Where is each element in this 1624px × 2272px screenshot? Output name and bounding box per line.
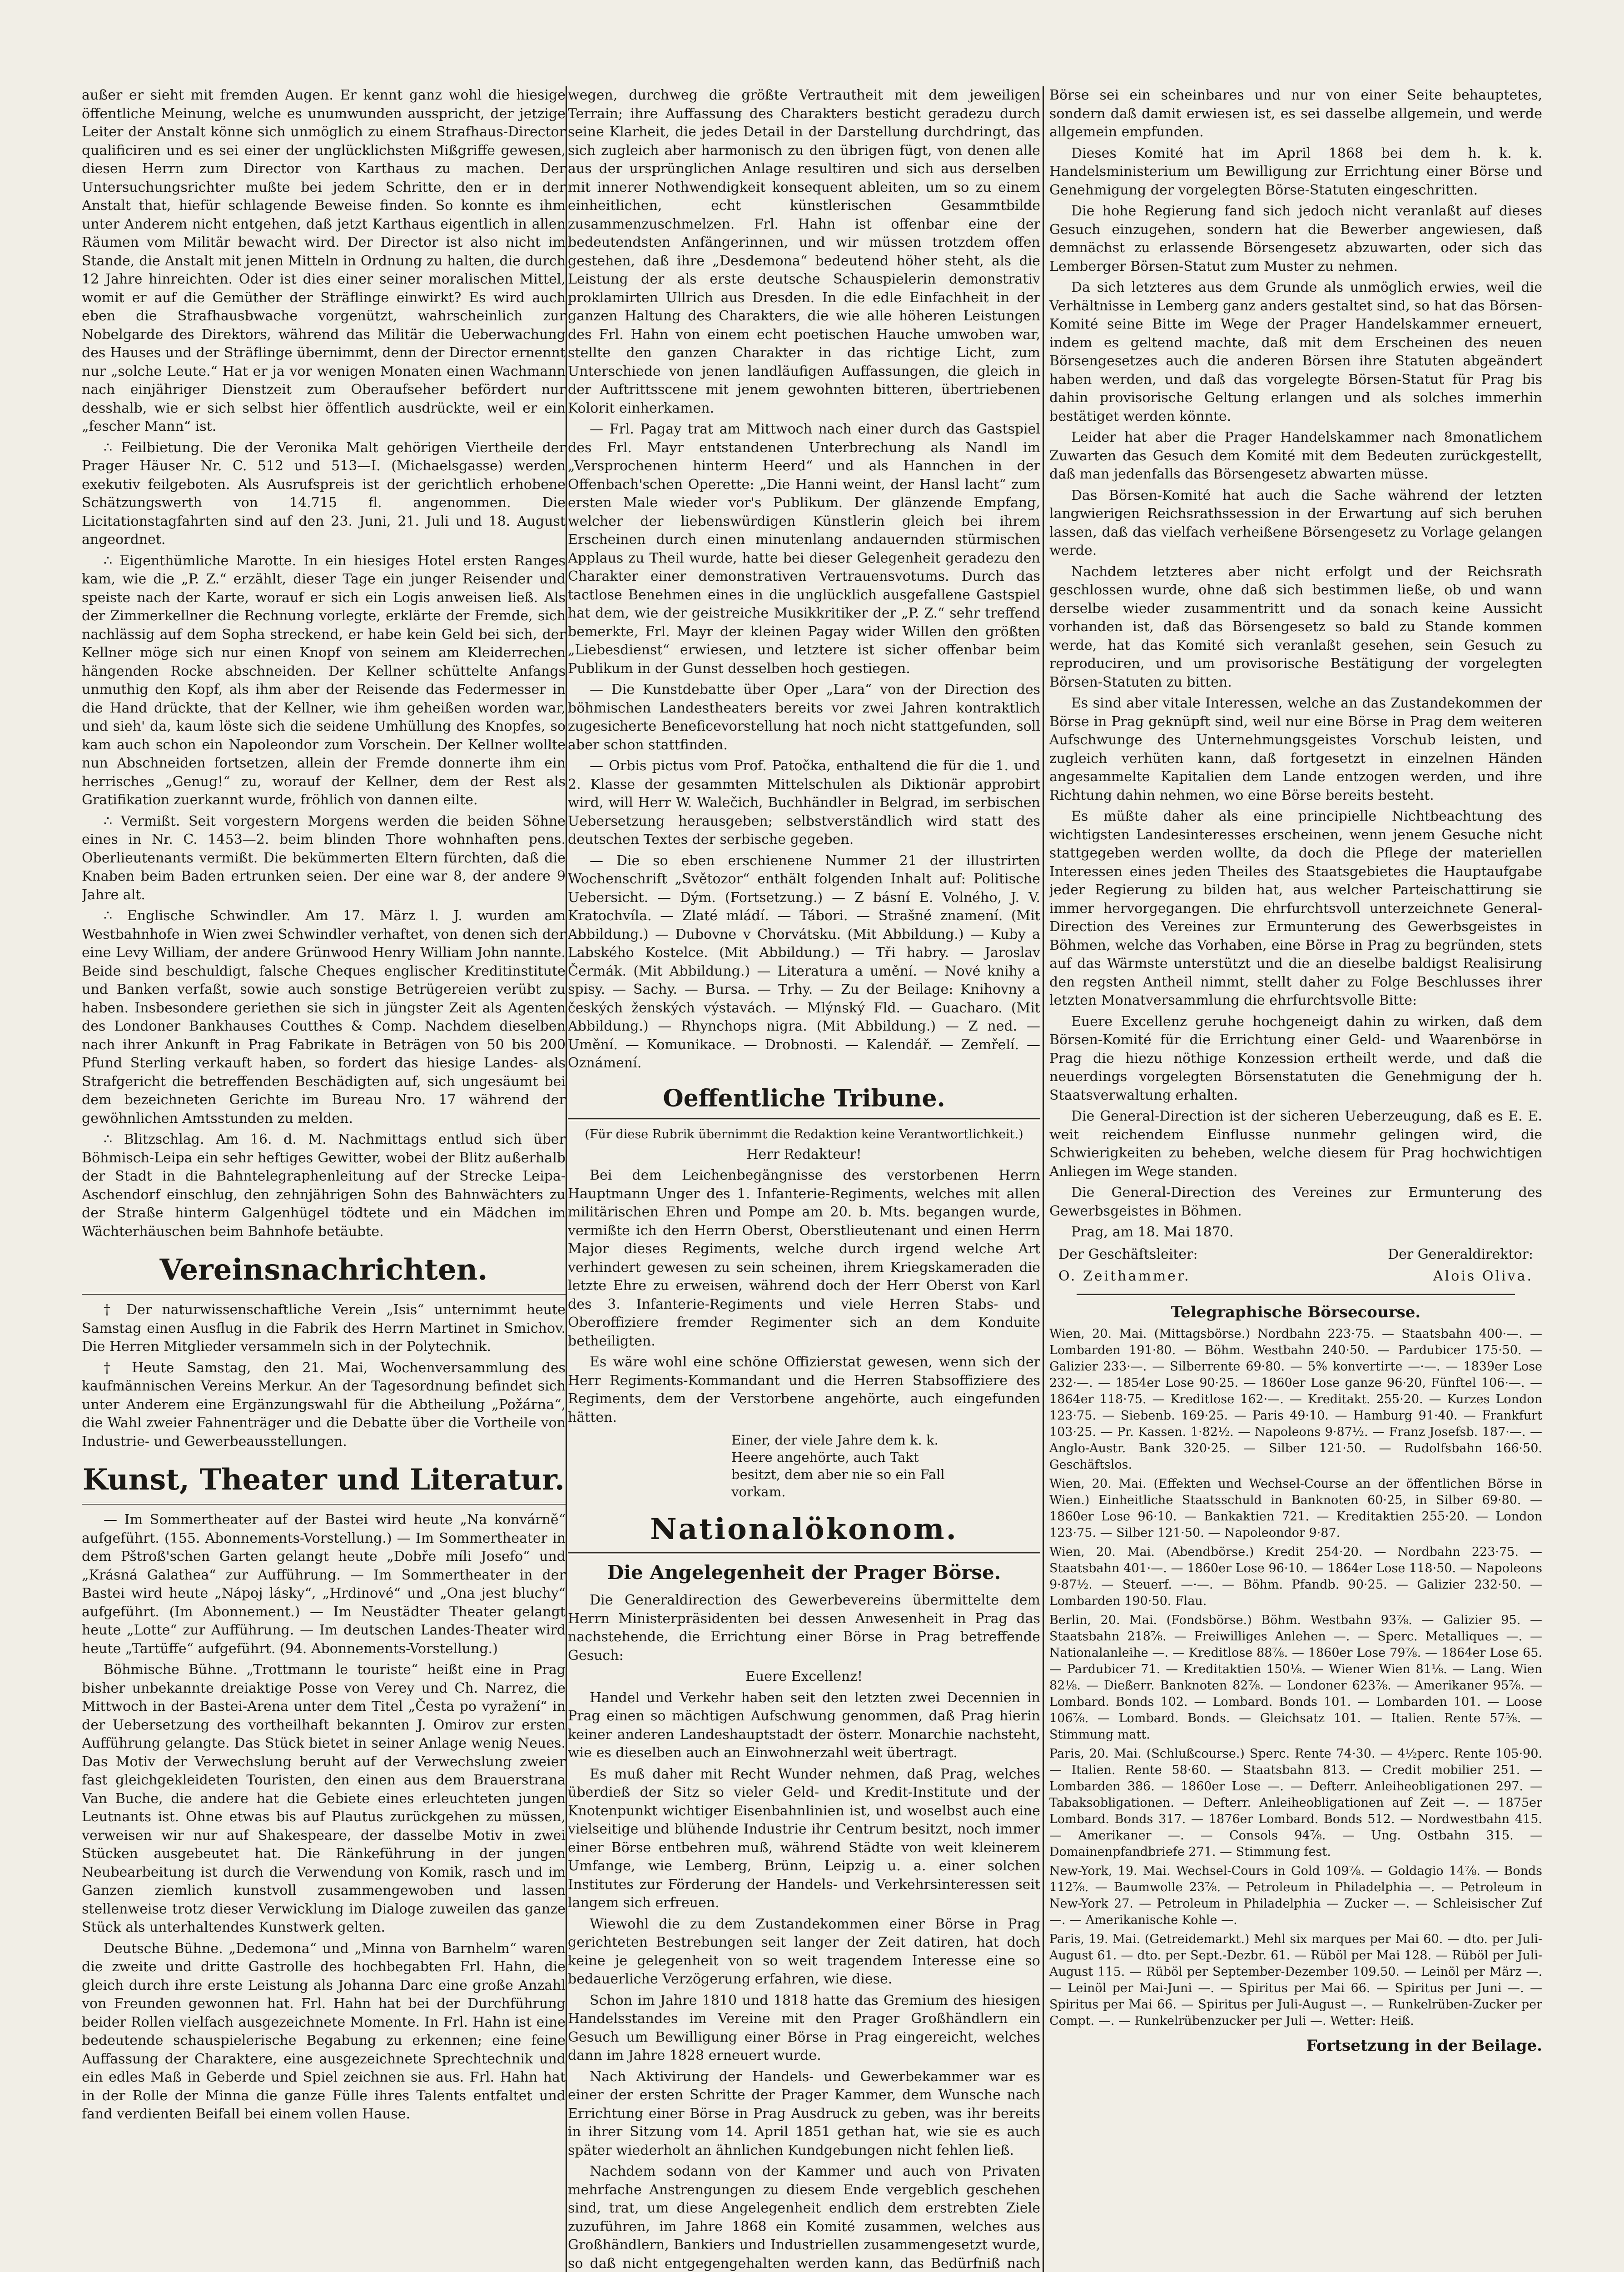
letter-salutation: Euere Excellenz! (745, 1669, 863, 1684)
periodical-notice: — Die so eben erschienene Nummer 21 der illustrirten Wochenschrift „Světozor“ enthält folgenden Inhalt auf: Politische Uebersicht. — Dým. (Fortsetzung.) — Z básní E. Volného, J. V. Kratochvíla. — Zlaté mládí. — Tábori. — Strašné znamení. (Mit Abbildung.) — Dubovne v Chorvátsku. (Mit Abbildung.) — Kuby a Labského Kostelce. (Mit Abbildung.) — Tři habry. — Jaroslav Čermák. (Mit Abbildung.) — Literatura a umění. — Nové knihy a spisy. — Sachy. — Bursa. — Trhy. — Zu der Beilage: Knihovny a českých ženských výstavách. — Mlýnský Fld. — Guacharo. (Mit Abbildung.) — Rhynchops nigra. (Mit Abbildung.) — Z ned. — Umění. — Komunikace. — Drobnosti. — Kalendář. — Zemřelí. — Oznámení. (568, 852, 1040, 1071)
column-left (82, 86, 566, 2272)
article-paragraph: Nachdem sodann von der Kammer und auch von Privaten mehrfache Anstrengungen zu diesem Ende vergeblich geschehen sind, trat, um diese Angelegenheit endlich dem erstrebten Ziele zuzuführen, im Jahre 1868 ein Komité zusammen, welches aus Großhändlern, Bankiers und Industriellen zusammengesetzt wurde, so daß nicht entgegengehalten werden kann, das Bedürfniß nach (568, 2163, 1040, 2272)
letter-salutation: Herr Redakteur! (746, 1146, 862, 1162)
column-right (1049, 86, 1542, 2272)
section-heading-boersecourse: Telegraphische Börsecourse. (1171, 1303, 1421, 1321)
article-paragraph: Dieses Komité hat im April 1868 bei dem h. k. k. Handelsministerium um Bewilligung zur Errichtung einer Börse und Genehmigung der vorgelegten Börse-Statuten eingeschritten. (1049, 145, 1542, 198)
letter-signature: Einer, der viele Jahre dem k. k. Heere angehörte, auch Takt besitzt, dem aber nie so ein Fall vorkam. (731, 1432, 945, 1500)
signature-row (1058, 1246, 1533, 1264)
article-paragraph: Die hohe Regierung fand sich jedoch nicht veranlaßt auf dieses Gesuch einzugehen, sondern hat die Bewerber angewiesen, daß demnächst zu erlassende Börsengesetz abzuwarten, oder sich das Lemberger Börsen-Statut zum Muster zu nehmen. (1049, 203, 1542, 274)
news-item-marotte: ∴ Eigenthümliche Marotte. In ein hiesiges Hotel ersten Ranges kam, wie die „P. Z.“ erzählt, dieser Tage ein junger Reisender und speiste nach der Karte, worauf er sich ein Logis anweisen ließ. Als der Zimmerkellner die Rechnung vorlegte, erklärte der Fremde, sich nachlässig auf dem Sopha streckend, er habe kein Geld bei sich, der Kellner möge sich nur einen Knopf von seinem am Kleiderrechen hängenden Rocke abschneiden. Der Kellner schüttelte Anfangs unmuthig den Kopf, als ihm aber der Reisende das Federmesser in die Hand drückte, that der Kellner, wie ihm geheißen worden war, und sieh' da, kaum löste sich die seidene Umhüllung des Knopfes, so kam auch schon ein Napoleondor zum Vorschein. Der Kellner wollte nun Abschneiden fortsetzen, allein der Fremde donnerte ihm ein herrisches „Genug!“ zu, worauf der Kellner, dem der Rest als Gratifikation zuerkannt wurde, fröhlich von dannen eilte. (82, 553, 566, 808)
market-report-wien-evening: Wien, 20. Mai. (Abendbörse.) Kredit 254·20. — Nordbahn 223·75. — Staatsbahn 401·—. — 1860er Lose 96·10. — 1864er Lose 118·50. — Napoleons 9·87½. — Steuerf. —·—. — Böhm. Pfandb. 90·25. — Galizier 232·50. — Lombarden 190·50. Flau. (1049, 1545, 1542, 1608)
article-paragraph: Es müßte daher als eine principielle Nichtbeachtung des wichtigsten Landesinteresses erscheinen, wenn jenem Gesuche nicht stattgegeben werden wollte, da doch die Pflege der materiellen Interessen eines jeden Theiles des Staatsgebietes die Hauptaufgabe jeder Regierung zu bilden hat, aus welcher Parteischattirung sie immer hervorgegangen. Die ehrfurchtsvoll unterzeichnete General-Direction des Vereines zur Ermunterung des Gewerbsgeistes in Böhmen, welche das Vorhaben, eine Börse in Prag zu begründen, stets auf das Wärmste unterstützt und die an dieselbe baldigst Realisirung den regsten Antheil nimmt, stellt daher zu Folge Beschlusses ihrer letzten Monatversammlung die ehrfurchtsvolle Bitte: (1049, 808, 1542, 1008)
signature-right-title: Der Generaldirektor: (1388, 1246, 1533, 1262)
market-report-newyork: New-York, 19. Mai. Wechsel-Cours in Gold 109⅞. — Goldagio 14⅞. — Bonds 112⅞. — Baumwolle 23⅞. — Petroleum in Philadelphia —. — Petroleum in New-York 27. — Petroleum in Philadelphia — Zucker —. — Schleisischer Zuf —. — Amerikanische Kohle —. (1049, 1863, 1542, 1927)
market-report-paris-grain: Paris, 19. Mai. (Getreidemarkt.) Mehl six marques per Mai 60. — dto. per Juli-August 61. — dto. per Sept.-Dezbr. 61. — Rüböl per Mai 128. — Rüböl per Juli-August 115. — Rüböl per September-Dezember 109.50. — Leinöl per März —. — Leinöl per Mai-Juni —. — Spiritus per Mai 66. — Spiritus per Juni —. — Spiritus per Mai 66. — Spiritus per Juli-August —. — Runkelrüben-Zucker per Compt. —. — Runkelrübenzucker per Juli —. Wetter: Heiß. (1049, 1932, 1542, 2028)
book-notice: — Orbis pictus vom Prof. Patočka, enthaltend die für die 1. und 2. Klasse der gesammten Mittelschulen als Diktionär approbirt wird, will Herr W. Walečich, Buchhändler in Belgrad, im serbischen Uebersetzung herausgeben; selbstverständlich wird statt des deutschen Textes der serbische gegeben. (568, 758, 1040, 847)
news-item-vermisst: ∴ Vermißt. Seit vorgestern Morgens werden die beiden Söhne eines in Nr. C. 1453—2. beim blinden Thore wohnhaften pens. Oberlieutenants vermißt. Die bekümmerten Eltern fürchten, daß die Knaben beim Baden ertrunken seien. Der eine war 8, der andere 9 Jahre alt. (82, 813, 566, 903)
section-heading-vereinsnachrichten: Vereinsnachrichten. (82, 1252, 566, 1295)
place-date: Prag, am 18. Mai 1870. (1071, 1224, 1234, 1240)
market-report-wien-midday: Wien, 20. Mai. (Mittagsbörse.) Nordbahn 223·75. — Staatsbahn 400·—. — Lombarden 191·80. — Böhm. Westbahn 240·50. — Pardubicer 175·50. — Galizier 233·—. — Silberrente 69·80. — 5% konvertirte —·—. — 1839er Lose 232·—. — 1854er Lose 90·25. — 1860er Lose ganze 96·20, Fünftel 106·—. — 1864er 118·75. — Kreditlose 162·—. — Kreditakt. 255·20. — Kurzes London 123·75. — Siebenb. 169·25. — Paris 49·10. — Hamburg 91·40. — Frankfurt 103·25. — Pr. Kassen. 1·82½. — Napoleons 9·87½. — Franz Josefsb. 187·—. — Anglo-Austr. Bank 320·25. — Silber 121·50. — Rudolfsbahn 166·50. Geschäftslos. (1049, 1326, 1542, 1472)
letter-paragraph: Bei dem Leichenbegängnisse des verstorbenen Herrn Hauptmann Unger des 1. Infanterie-Regiments, welches mit allen militärischen Ehren und Pompe am 20. b. Mts. begangen wurde, vermißte ich den Herrn Oberst, Oberstlieutenant und einen Herrn Major dieses Regiments, welche durch irgend welche Art verhindert gewesen zu sein scheinen, ihrem Kriegskameraden die letzte Ehre zu erweisen, während doch der Herr Oberst von Karl des 3. Infanterie-Regiments und viele Herren Stabs- und Oberoffiziere fremder Regimenter sich an dem Konduite betheiligten. (568, 1167, 1040, 1349)
article-paragraph: Euere Excellenz geruhe hochgeneigt dahin zu wirken, daß dem Börsen-Komité für die Errichtung einer Geld- und Waarenbörse in Prag die hiezu nöthige Konzession ertheilt werde, und daß die neuerdings vorgelegten Börsenstatuten die Genehmigung der h. Staatsverwaltung erhalten. (1049, 1013, 1542, 1103)
news-item-feilbietung: ∴ Feilbietung. Die der Veronika Malt gehörigen Viertheile der Prager Häuser Nr. C. 512 und 513—I. (Michaelsgasse) werden exekutiv feilgeboten. Als Ausrufspreis ist der gerichtlich erhobene Schätzungswerth von 14.715 fl. angenommen. Die Licitationstagfahrten sind auf den 23. Juni, 21. Juli und 18. August angeordnet. (82, 439, 566, 548)
article-paragraph: Wiewohl die zu dem Zustandekommen einer Börse in Prag gerichteten Bestrebungen seit langer der Zeit datiren, hat doch keine je gelegenheit von so weit tragendem Interesse eine so bedauerliche Verzögerung erfahren, wie diese. (568, 1916, 1040, 1987)
section-heading-nationaloekonom: Nationalökonom. (568, 1511, 1040, 1554)
section-heading-kunst: Kunst, Theater und Literatur. (82, 1462, 566, 1505)
theater-notice: — Frl. Pagay trat am Mittwoch nach einer durch das Gastspiel des Frl. Mayr entstandenen Unterbrechung als Nandl im „Versprochenen hinterm Heerd“ und als Hannchen in der Offenbach'schen Operette: „Die Hanni weint, der Hansl lacht“ zum ersten Male wieder vor's Publikum. Der glänzende Empfang, welcher der liebenswürdigen Künstlerin gleich bei ihrem Erscheinen durch einen minutenlang andauernden stürmischen Applaus zu Theil wurde, hatte bei dieser Gelegenheit geradezu den Charakter einer demonstrativen Vertrauensvotums. Durch das tactlose Benehmen eines in die unglücklich ausgefallene Gastspiel hat dem, wie der geistreiche Musikkritiker der „P. Z.“ sehr treffend bemerkte, Frl. Mayr der kleinen Pagay wider Willen den größten „Liebesdienst“ erwiesen, und letztere ist sicher offenbar beim Publikum in der Gunst desselben hoch gestiegen. (568, 421, 1040, 677)
market-report-paris: Paris, 20. Mai. (Schlußcourse.) Sperc. Rente 74·30. — 4½perc. Rente 105·90. — Italien. Rente 58·60. — Staatsbahn 813. — Credit mobilier 251. — Lombarden 386. — 1860er Lose —. — Defterr. Anleiheobligationen 297. — Tabaksobligationen. — Defterr. Anleiheobligationen auf Zeit —. — 1875er Lombard. Bonds 317. — 1876er Lombard. Bonds 512. — Nordwestbahn 415. — Amerikaner —. — Consols 94⅞. — Ung. Ostbahn 315. — Domainenpfandbriefe 271. — Stimmung fest. (1049, 1746, 1542, 1859)
club-notice: † Heute Samstag, den 21. Mai, Wochenversammlung des kaufmännischen Vereins Merkur. An der Tagesordnung befindet sich unter Anderem eine Ergänzungswahl für die Abtheilung „Požárna“, die Wahl zweier Fahnenträger und die Debatte über die Vortheile von Industrie- und Gewerbeausstellungen. (82, 1360, 566, 1450)
article-paragraph: Das Börsen-Komité hat auch die Sache während der letzten langwierigen Reichsrathssession in der Erwartung auf sich beruhen lassen, daß das vielfach verheißene Börsengesetz zu Vorlage gelangen werde. (1049, 487, 1542, 558)
signature-right-name: Alois Oliva. (1433, 1268, 1533, 1284)
article-paragraph: Es sind aber vitale Interessen, welche an das Zustandekommen der Börse in Prag geknüpft sind, weil nur eine Börse in Prag dem weiteren Aufschwunge des Unternehmungsgeistes Vorschub leisten, und zugleich verhüten kann, daß fortgesetzt in einzelnen Händen angesammelte Kapitalien dem Lande entzogen werden, und ihre Richtung dahin nehmen, wo eine Börse bereits besteht. (1049, 695, 1542, 803)
divider (1077, 1294, 1515, 1295)
theater-notice: — Im Sommertheater auf der Bastei wird heute „Na konvárně“ aufgeführt. (155. Abonnements-Vorstellung.) — Im Sommertheater in dem Pštroß'schen Garten gelangt heute „Dobře míli Josefo“ und „Krásná Galathea“ zur Aufführung. — Im Sommertheater in der Bastei wird heute „Nápoj lásky“, „Hrdinové“ und „Ona jest bluchy“ aufgeführt. (Im Abonnement.) — Im Neustädter Theater gelangt heute „Lotte“ zur Aufführung. — Im deutschen Landes-Theater wird heute „Tartüffe“ aufgeführt. (94. Abonnements-Vorstellung.) (82, 1512, 566, 1657)
article-paragraph: Die Generaldirection des Gewerbevereins übermittelte dem Herrn Ministerpräsidenten bei dessen Anwesenheit in Prag das nachstehende, die Errichtung einer Börse in Prag betreffende Gesuch: (568, 1592, 1040, 1664)
article-paragraph: Schon im Jahre 1810 und 1818 hatte das Gremium des hiesigen Handelsstandes im Vereine mit den Prager Großhändlern ein Gesuch um Bewilligung einer Börse in Prag eingereicht, welches dann im Jahre 1828 erneuert wurde. (568, 1992, 1040, 2063)
article-paragraph: Die General-Direction ist der sicheren Ueberzeugung, daß es E. E. weit reichendem Einflusse nunmehr gelingen wird, die Schwierigkeiten zu beheben, welche diesem für Prag hochwichtigen Anliegen im Wege standen. (1049, 1108, 1542, 1180)
letter-paragraph: Es wäre wohl eine schöne Offizierstat gewesen, wenn sich der Herr Regiments-Kommandant und die Herren Stabsoffiziere des Regiments, dem der Verstorbene angehörte, auch eingefunden hätten. (568, 1354, 1040, 1425)
theater-review-german: Deutsche Bühne. „Dedemona“ und „Minna von Barnhelm“ waren die zweite und dritte Gastrolle des hochbegabten Frl. Hahn, die gleich durch ihre erste Leistung als Johanna Darc eine große Anzahl von Freunden gewonnen hat. Frl. Hahn hat bei der Durchführung beider Rollen vielfach ausgezeichnete Momente. In Frl. Hahn ist eine bedeutende schauspielerische Begabung zu erkennen; eine feine Auffassung der Charaktere, eine ausgezeichnete Sprechtechnik und ein edles Maß in Geberde und Spiel zeichnen sie aus. Frl. Hahn hat in der Rolle der Minna die ganze Fülle ihres Talents entfaltet und fand verdienten Beifall bei einem vollen Hause. (82, 1940, 566, 2122)
signature-left-name: O. Zeithammer. (1058, 1268, 1191, 1284)
article-paragraph: außer er sieht mit fremden Augen. Er kennt ganz wohl die hiesige öffentliche Meinung, welche es unumwunden ausspricht, der jetzige Leiter der Anstalt könne sich unmöglich zu einem Strafhaus-Director qualificiren und es sei einer der unglücklichsten Mißgriffe gewesen, diesen Herrn zum Director von Karthaus zu machen. Der Untersuchungsrichter mußte bei jedem Schritte, den er in der Anstalt that, hiefür schlagende Beweise finden. So konnte es ihm unter Anderem nicht entgehen, daß jetzt Karthaus eigentlich in allen Räumen vom Militär bewacht wird. Der Director ist also nicht im Stande, die Anstalt mit jenen Mitteln in Ordnung zu halten, die durch 12 Jahre hinreichten. Oder ist dies einer seiner moralischen Mittel, womit er auf die Gemüther der Sträflinge einwirkt? Es wird auch eben die Strafhausbwache vorgenützt, wahrscheinlich zur Nobelgarde des Direktors, während das Militär die Ueberwachung des Hauses und der Sträflinge übernimmt, denn der Director ernennt nur „solche Leute.“ Hat er ja vor wenigen Monaten einen Wachmann nach einjähriger Dienstzeit zum Oberaufseher befördert nur desshalb, wie er sich selbst hier öffentlich ausdrückte, weil er ein „fescher Mann“ ist. (82, 87, 566, 434)
article-paragraph: Nach Aktivirung der Handels- und Gewerbekammer war es einer der ersten Schritte der Prager Kammer, dem Wunsche nach Errichtung einer Börse in Prag Ausdruck zu geben, was ihr bereits in ihrer Sitzung vom 14. April 1851 gethan hat, wie sie es auch später wiederholt an ähnlichen Kundgebungen nicht fehlen ließ. (568, 2068, 1040, 2158)
article-paragraph: wegen, durchweg die größte Vertrautheit mit dem jeweiligen Terrain; ihre Auffassung des Charakters besticht geradezu durch seine Klarheit, die jedes Detail in der Darstellung durchdringt, das sich zugleich aber harmonisch zu den übrigen fügt, von denen alle aus der ursprünglichen Anlage resultiren und sich aus derselben mit innerer Nothwendigkeit konsequent ableiten, um so zu einem einheitlichen, echt künstlerischen Gesammtbilde zusammenzuschmelzen. Frl. Hahn ist offenbar eine der bedeutendsten Anfängerinnen, und wir müssen trotzdem offen gestehen, daß ihre „Desdemona“ bedeutend höher steht, als die Leistung der als erste deutsche Schauspielerin demonstrativ proklamirten Ullrich aus Dresden. In die edle Einfachheit in der ganzen Haltung des Charakters, die wie alle höheren Leistungen des Frl. Hahn von einem echt poetischen Hauche umwoben war, stellte den ganzen Charakter in das richtige Licht, zum Unterschiede von jenen landläufigen Auffassungen, die gleich in der Auftrittsscene mit jenem gewohnten bitteren, übertriebenen Kolorit einherkamen. (568, 87, 1040, 416)
signature-row (1058, 1267, 1533, 1285)
market-report-wien-effekten: Wien, 20. Mai. (Effekten und Wechsel-Course an der öffentlichen Börse in Wien.) Einheitliche Staatsschuld in Banknoten 60·25, in Silber 69·80. — 1860er Lose 96·10. — Bankaktien 721. — Kreditaktien 255·20. — London 123·75. — Silber 121·50. — Napoleondor 9·87. (1049, 1476, 1542, 1540)
opera-notice: — Die Kunstdebatte über Oper „Lara“ von der Direction des böhmischen Landestheaters bereits vor zwei Jahren kontraktlich zugesicherte Beneficevorstellung hat noch nicht stattgefunden, soll aber schon stattfinden. (568, 682, 1040, 753)
column-rule (566, 86, 567, 2272)
section-heading-tribune: Oeffentliche Tribune. (568, 1084, 1040, 1120)
column-middle (568, 86, 1040, 2272)
article-paragraph: Es muß daher mit Recht Wunder nehmen, daß Prag, welches überdieß der Sitz so vieler Geld- und Kredit-Institute und der Knotenpunkt wichtiger Eisenbahnlinien ist, und woselbst auch eine vielseitige und blühende Industrie ihr Centrum besitzt, noch immer einer Börse entbehren muß, während Städte von weit kleinerem Umfange, wie Lemberg, Brünn, Leipzig u. a. einer solchen Institutes zur Förderung der Handels- und Verkehrsinteressen seit langem sich erfreuen. (568, 1766, 1040, 1911)
tribune-disclaimer: (Für diese Rubrik übernimmt die Redaktion keine Verantwortlichkeit.) (585, 1127, 1023, 1141)
article-paragraph: Da sich letzteres aus dem Grunde als unmöglich erwies, weil die Verhältnisse in Lemberg ganz anders gestaltet sind, so hat das Börsen-Komité seine Bitte im Wege der Prager Handelskammer erneuert, indem es geltend machte, daß mit dem Erscheinen des neuen Börsengesetzes auch die anderen Börsen ihre Statuten abgeändert haben werden, und daß das vorgelegte Börsen-Statut für Prag bis dahin provisorische Geltung erlangen und als solches immerhin bestätiget werden könnte. (1049, 279, 1542, 424)
column-rule (1043, 86, 1044, 2272)
article-paragraph: Nachdem letzteres aber nicht erfolgt und der Reichsrath geschlossen wurde, ohne daß sich bestimmen ließe, ob und wann derselbe wieder zusammentritt und da sonach keine Aussicht vorhanden ist, daß das Börsengesetz so bald zu Stande kommen werde, hat das Komité sich veranlaßt gesehen, sein Gesuch zu reproduciren, und um provisorische Bestätigung der vorgelegten Börsen-Statuten zu bitten. (1049, 563, 1542, 690)
market-report-berlin: Berlin, 20. Mai. (Fondsbörse.) Böhm. Westbahn 93⅞. — Galizier 95. — Staatsbahn 218⅞. — Freiwilliges Anlehen —. — Sperc. Metalliques —. — Nationalanleihe —. — Kreditlose 88⅞. — 1860er Lose 79⅞. — 1864er Lose 65. — Pardubicer 71. — Kreditaktien 150⅛. — Wiener Wien 81⅛. — Lang. Wien 82⅛. — Dießerr. Banknoten 82⅞. — Londoner 623⅞. — Amerikaner 95⅞. — Lombard. Bonds 102. — Lombard. Bonds 101. — Lombarden 101. — Loose 106⅞. — Lombard. Bonds. — Gleichsatz 101. — Italien. Rente 57⅝. — Stimmung matt. (1049, 1613, 1542, 1742)
article-paragraph: Handel und Verkehr haben seit den letzten zwei Decennien in Prag einen so mächtigen Aufschwung genommen, daß Prag hierin keiner anderen Landeshauptstadt der österr. Monarchie nachsteht, wie es dieselben auch an Einwohnerzahl weit übertragt. (568, 1689, 1040, 1761)
article-paragraph: Börse sei ein scheinbares und nur von einer Seite behauptetes, sondern daß damit erwiesen ist, es sei dasselbe allgemein, und werde allgemein empfunden. (1049, 87, 1542, 140)
article-paragraph: Die General-Direction des Vereines zur Ermunterung des Gewerbsgeistes in Böhmen. (1049, 1185, 1542, 1219)
signature-left-title: Der Geschäftsleiter: (1058, 1246, 1198, 1262)
news-item-blitzschlag: ∴ Blitzschlag. Am 16. d. M. Nachmittags entlud sich über Böhmisch-Leipa ein sehr heftiges Gewitter, wobei der Blitz außerhalb der Stadt in die Bahntelegraphenleitung auf der Strecke Leipa-Aschendorf einschlug, den zehnjährigen Sohn des Bahnwächters zu der Straße hinterm Galgenhügel tödtete und ein Mädchen im Wächterhäuschen beim Bahnhofe betäubte. (82, 1131, 566, 1240)
article-paragraph: Leider hat aber die Prager Handelskammer nach 8monatlichem Zuwarten das Gesuch dem Komité mit dem Bedeuten zurückgestellt, daß man jedenfalls das Börsengesetz abwarten müsse. (1049, 429, 1542, 482)
news-item-schwindler: ∴ Englische Schwindler. Am 17. März l. J. wurden am Westbahnhofe in Wien zwei Schwindler verhaftet, von denen sich der eine Levy William, der andere Grünwood Henry William John nannte. Beide sind beschuldigt, falsche Cheques englischer Kreditinstitute und Banken verfaßt, sowie auch sonstige Betrügereien verübt zu haben. Insbesondere geriethen sie sich in jüngster Zeit als Agenten des Londoner Bankhauses Coutthes & Comp. Nachdem dieselben nach ihrer Ankunft in Prag Fabrikate in Beträgen von 50 bis 200 Pfund Sterling verkauft haben, so fordert das hiesige Landes- als Strafgericht die betreffenden Beschädigten auf, sich ungesäumt bei dem bezeichneten Gerichte im Bureau Nro. 17 während der gewöhnlichen Amtsstunden zu melden. (82, 908, 566, 1126)
continuation-note: Fortsetzung in der Beilage. (1306, 2036, 1542, 2055)
theater-review-bohemian: Böhmische Bühne. „Trottmann le touriste“ heißt eine in Prag bisher unbekannte dreiaktige Posse von Verey und Ch. Narrez, die Mittwoch in der Bastei-Arena unter dem Titel „Česta po vyražení“ in der Uebersetzung des vortheilhaft bekannten J. Omirov zur ersten Aufführung gelangte. Das Stück bietet in seiner Anlage wenig Neues. Das Motiv der Verwechslung beruht auf der Verwechslung zweier fast gleichgekleideten Touristen, den einen aus dem Brauerstrana Van Buche, die andere hat die Gebiete eines erleuchteten jungen Leutnants ist. Ohne etwas bis auf Plautus zurückgehen zu müssen, verweisen wir nur auf Shakespeare, der dasselbe Motiv in zwei Stücken ausgebeutet hat. Die Ränkeführung in der jungen Neubearbeitung ist durch die Verwendung von Komik, rasch und im Ganzen ziemlich kunstvoll zusammengewoben und lassen stellenweise trotz dieser Verwicklung im Dialoge zuweilen das ganze Stück als unterhaltendes Kunstwerk gelten. (82, 1662, 566, 1935)
club-notice: † Der naturwissenschaftliche Verein „Isis“ unternimmt heute Samstag einen Ausflug in die Fabrik des Herrn Martinet in Smichov. Die Herren Mitglieder versammeln sich in der Polytechnik. (82, 1302, 566, 1355)
article-title: Die Angelegenheit der Prager Börse. (607, 1561, 1001, 1584)
